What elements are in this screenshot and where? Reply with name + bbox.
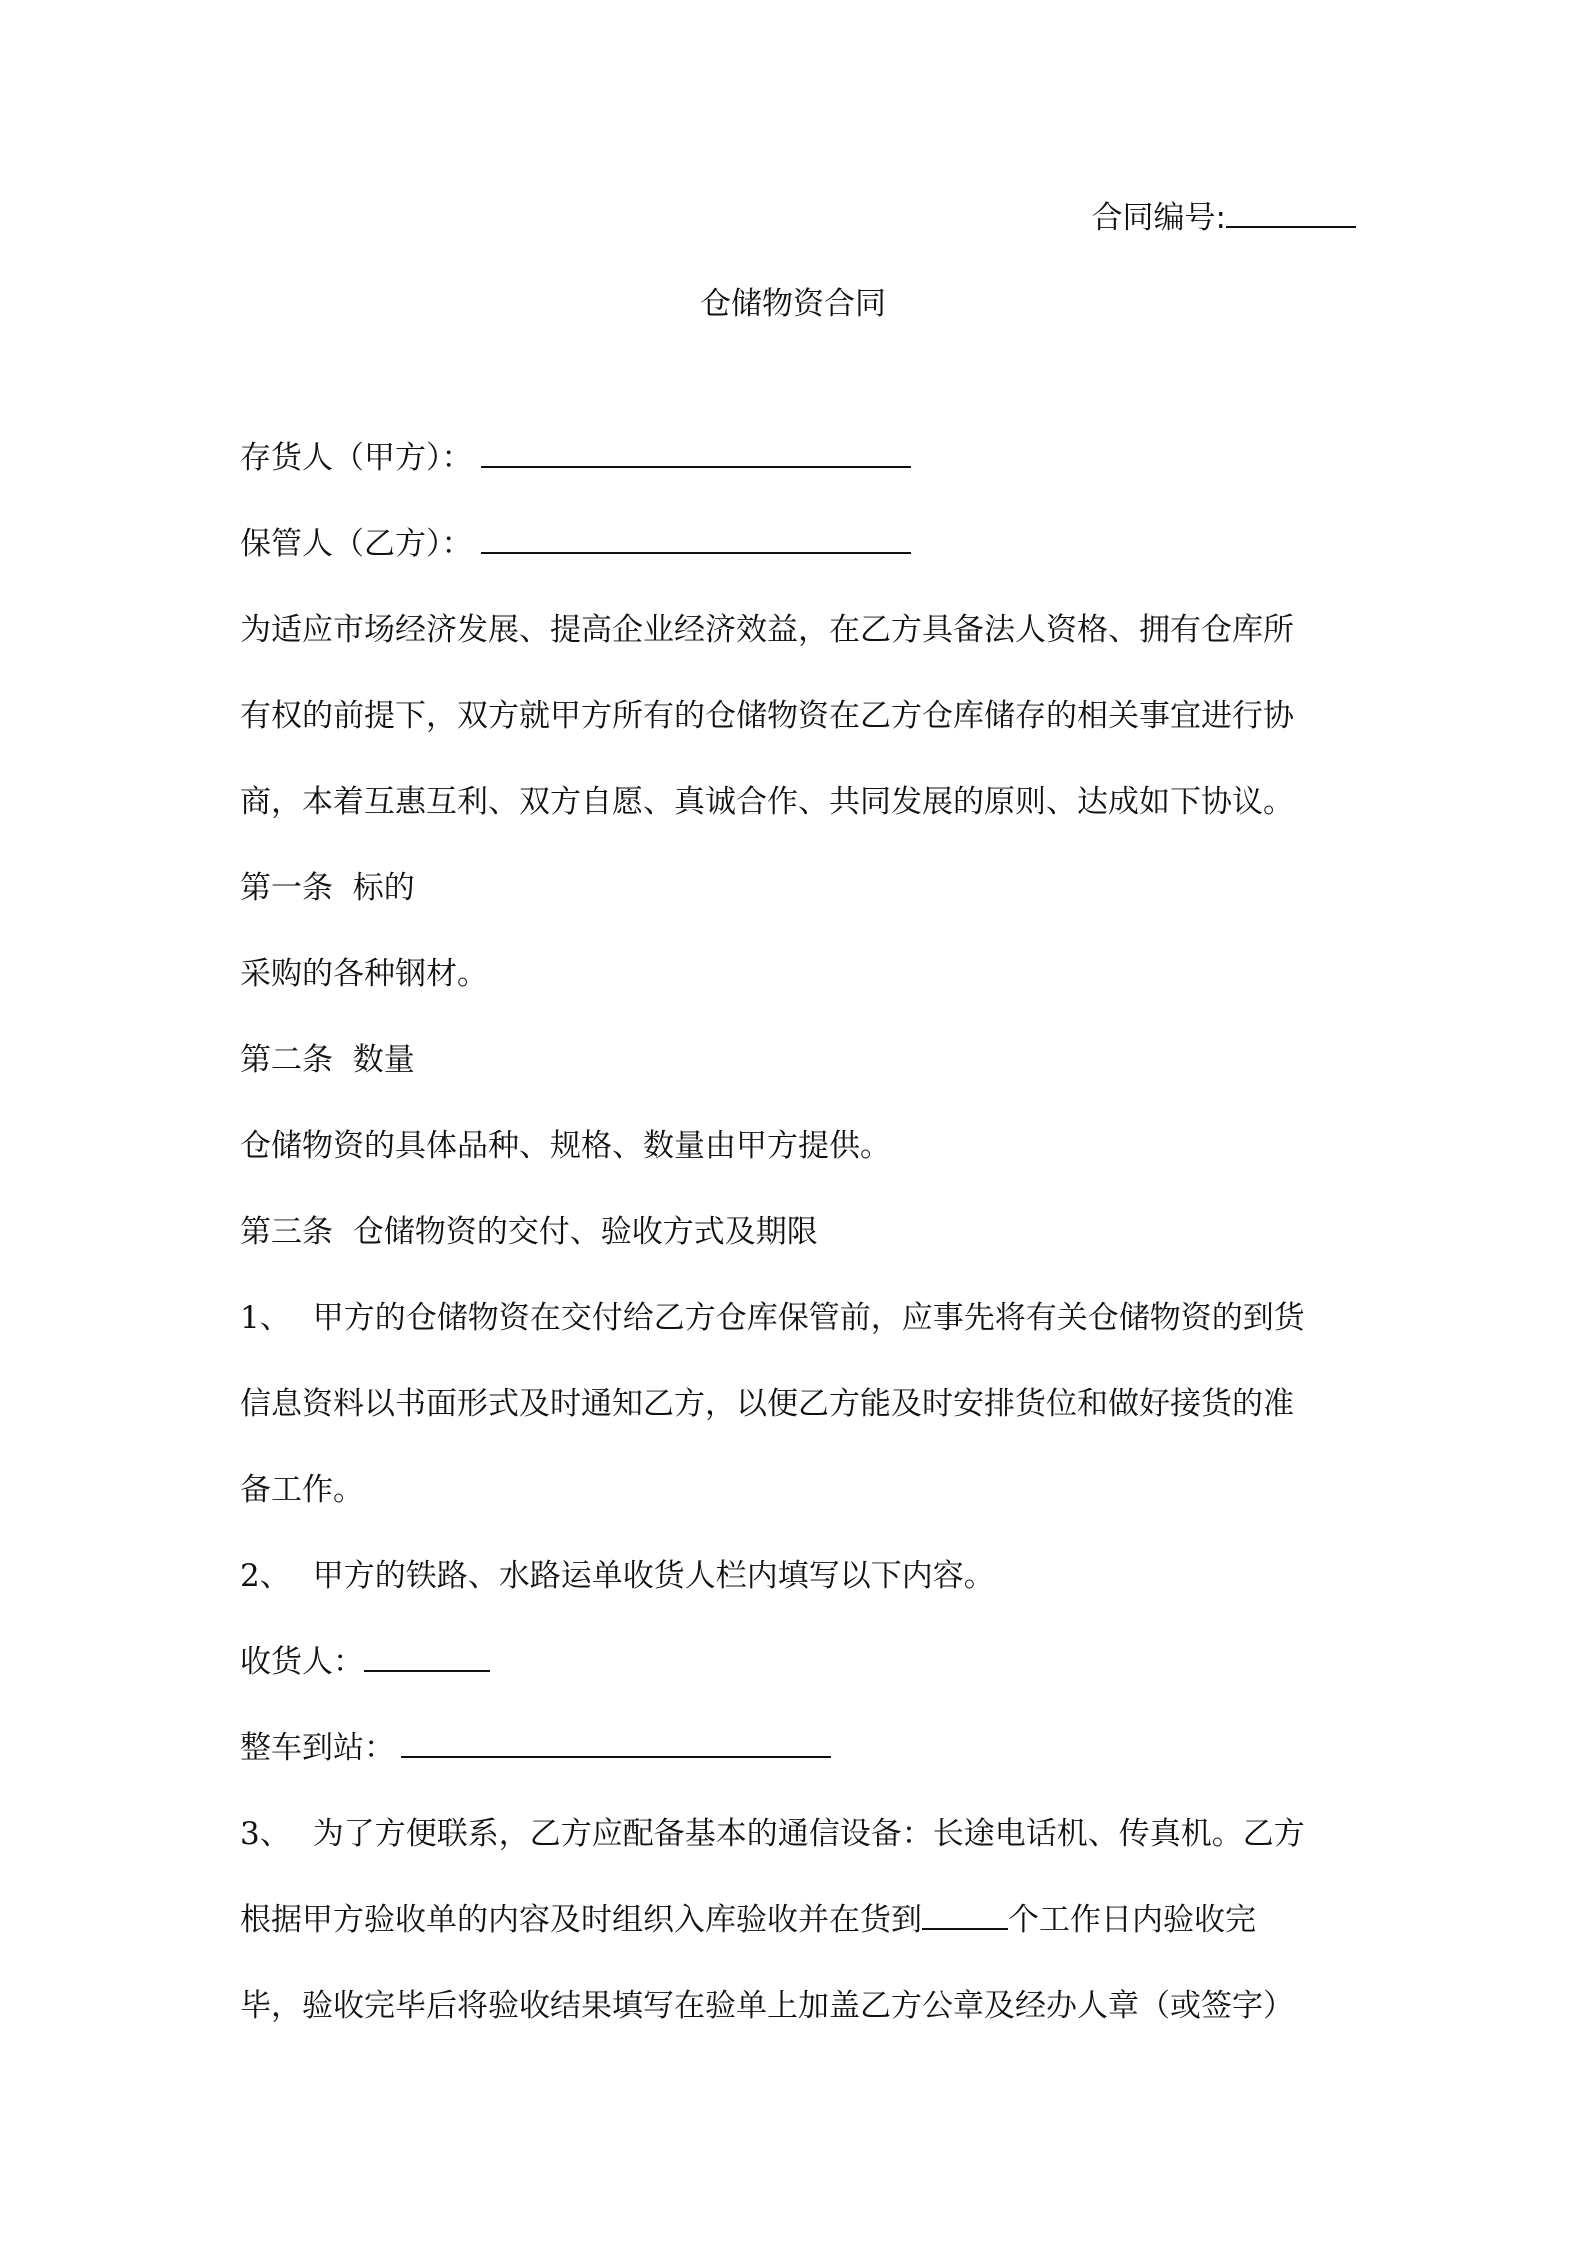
item-3-line-2-start: 根据甲方验收单的内容及时组织入库验收并在货到 <box>240 1902 922 1938</box>
party-b-label: 保管人（乙方）： <box>240 526 473 562</box>
article-2-heading: 第二条 数量 <box>240 1042 415 1078</box>
consignee-blank[interactable] <box>364 1640 490 1672</box>
party-b-line <box>240 522 1350 608</box>
intro-line-3: 商，本着互惠互利、双方自愿、真诚合作、共同发展的原则、达成如下协议。 <box>240 784 1294 820</box>
item-3-text: 为了方便联系，乙方应配备基本的通信设备：长途电话机、传真机。乙方 <box>312 1816 1305 1852</box>
item-1-line-1 <box>240 1296 1350 1382</box>
document-title: 仓储物资合同 <box>700 286 886 322</box>
consignee-label: 收货人： <box>240 1644 364 1680</box>
article-1-heading: 第一条 标的 <box>240 870 415 906</box>
party-a-blank[interactable] <box>481 436 911 468</box>
party-a-line <box>240 436 1350 522</box>
item-3-line-1 <box>240 1812 1350 1898</box>
station-blank[interactable] <box>401 1726 831 1758</box>
contract-number-blank[interactable] <box>1226 196 1356 228</box>
item-2-text: 甲方的铁路、水路运单收货人栏内填写以下内容。 <box>312 1558 995 1594</box>
item-3-line-2-end: 个工作日内验收完 <box>1008 1902 1256 1938</box>
article-1-body: 采购的各种钢材。 <box>240 956 488 992</box>
item-2-line-1 <box>240 1554 1350 1640</box>
item-1-line-2: 信息资料以书面形式及时通知乙方，以便乙方能及时安排货位和做好接货的准 <box>240 1386 1294 1422</box>
item-3-line-3: 毕，验收完毕后将验收结果填写在验单上加盖乙方公章及经办人章（或签字） <box>240 1988 1294 2024</box>
item-1-number: 1、 <box>240 1300 291 1336</box>
item-1-line-3: 备工作。 <box>240 1472 364 1508</box>
item-3-number: 3、 <box>240 1816 291 1852</box>
article-2-body: 仓储物资的具体品种、规格、数量由甲方提供。 <box>240 1128 891 1164</box>
item-3-line-2 <box>240 1898 1350 1984</box>
intro-line-1: 为适应市场经济发展、提高企业经济效益，在乙方具备法人资格、拥有仓库所 <box>240 612 1294 648</box>
article-3-heading: 第三条 仓储物资的交付、验收方式及期限 <box>240 1214 818 1250</box>
station-line <box>240 1726 1350 1812</box>
consignee-line <box>240 1640 1350 1726</box>
party-a-label: 存货人（甲方）： <box>240 440 473 476</box>
intro-line-2: 有权的前提下，双方就甲方所有的仓储物资在乙方仓库储存的相关事宜进行协 <box>240 698 1294 734</box>
station-label: 整车到站： <box>240 1730 395 1766</box>
party-b-blank[interactable] <box>481 522 911 554</box>
item-1-text: 甲方的仓储物资在交付给乙方仓库保管前，应事先将有关仓储物资的到货 <box>312 1300 1305 1336</box>
document-body <box>240 436 1350 2070</box>
contract-number-label: 合同编号: <box>1091 200 1226 236</box>
item-2-number: 2、 <box>240 1558 291 1594</box>
inspection-days-blank[interactable] <box>922 1898 1008 1930</box>
contract-number <box>1092 196 1356 240</box>
